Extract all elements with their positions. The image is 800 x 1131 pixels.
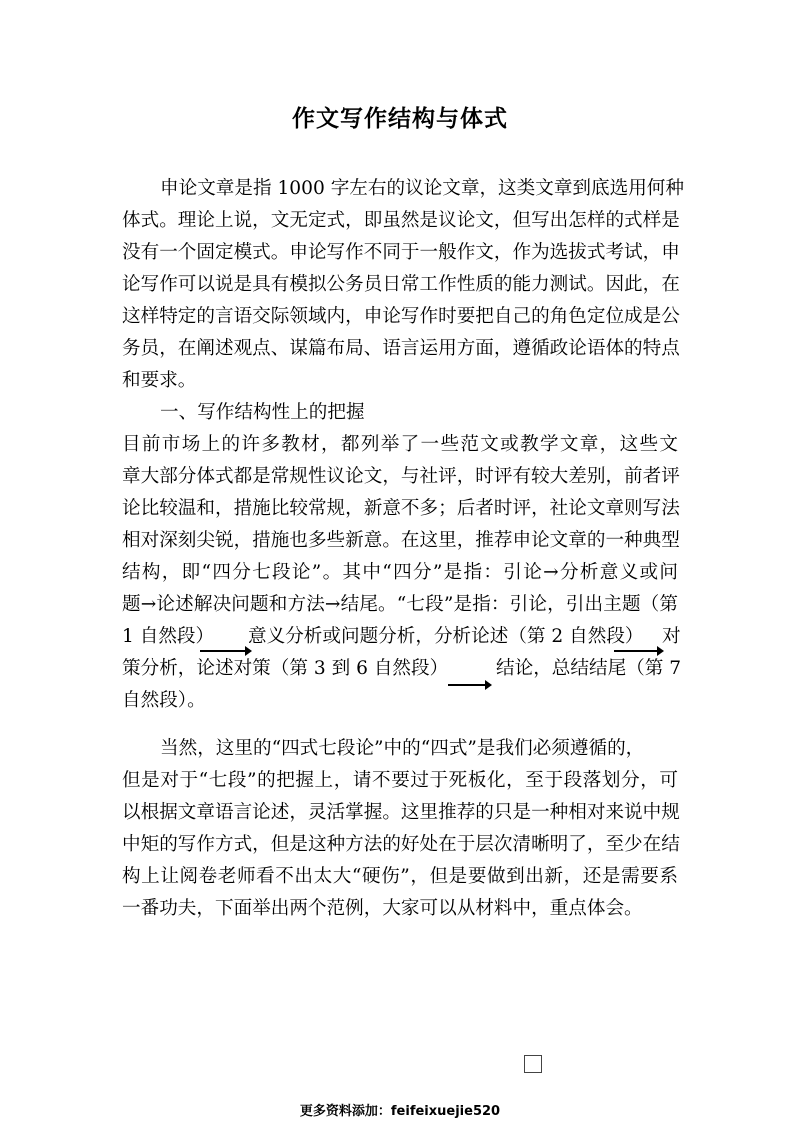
- paragraph-line: 一番功夫，下面举出两个范例，大家可以从材料中，重点体会。: [122, 898, 643, 919]
- paragraph-line: 中矩的写作方式，但是这种方法的好处在于层次清晰明了，至少在结: [122, 834, 680, 855]
- paragraph-line: 和要求。: [122, 370, 197, 391]
- checkbox[interactable]: [524, 1055, 542, 1073]
- arrow-icon: [614, 650, 658, 652]
- paragraph-line: 目前市场上的许多教材，都列举了一些范文或教学文章，这些文: [122, 434, 678, 455]
- arrow-icon: [200, 650, 246, 652]
- paragraph-line: 当然，这里的“四式七段论”中的“四式”是我们必须遵循的，: [160, 738, 645, 759]
- arrow-icon: [448, 684, 486, 686]
- footer-note: 更多资料添加：feifeixuejie520: [299, 1104, 501, 1119]
- paragraph-line: 相对深刻尖锐，措施也多些新意。在这里，推荐申论文章的一种典型: [122, 530, 680, 551]
- paragraph-line: 申论文章是指 1000 字左右的议论文章，这类文章到底选用何种: [160, 178, 684, 199]
- paragraph-line: 结构，即“四分七段论”。其中“四分”是指：引论→分析意义或问: [122, 562, 678, 583]
- paragraph-line: 章大部分体式都是常规性议论文，与社评，时评有较大差别，前者评: [122, 466, 680, 487]
- paragraph-line: 论比较温和，措施比较常规，新意不多；后者时评，社论文章则写法: [122, 498, 680, 519]
- flow-text: 1 自然段）: [122, 626, 215, 647]
- flow-text: 意义分析或问题分析，分析论述（第 2 自然段）: [248, 626, 644, 647]
- paragraph-line: 构上让阅卷老师看不出太大“硬伤”，但是要做到出新，还是需要系: [122, 866, 678, 887]
- paragraph-line: 这样特定的言语交际领域内，申论写作时要把自己的角色定位成是公: [122, 306, 680, 327]
- paragraph-line: 但是对于“七段”的把握上，请不要过于死板化，至于段落划分，可: [122, 770, 678, 791]
- flow-text: 结论，总结结尾（第 7: [496, 658, 682, 679]
- paragraph-line: 没有一个固定模式。申论写作不同于一般作文，作为选拔式考试，申: [122, 242, 680, 263]
- page-title: 作文写作结构与体式: [292, 106, 508, 132]
- paragraph-line: 务员，在阐述观点、谋篇布局、语言运用方面，遵循政论语体的特点: [122, 338, 680, 359]
- paragraph-line: 题→论述解决问题和方法→结尾。“七段”是指：引论，引出主题（第: [122, 594, 678, 615]
- section-heading: 一、写作结构性上的把握: [160, 402, 365, 423]
- flow-text: 对: [662, 626, 681, 647]
- paragraph-line: 论写作可以说是具有模拟公务员日常工作性质的能力测试。因此，在: [122, 274, 680, 295]
- paragraph-line: 体式。理论上说，文无定式，即虽然是议论文，但写出怎样的式样是: [122, 210, 680, 231]
- paragraph-line: 以根据文章语言论述，灵活掌握。这里推荐的只是一种相对来说中规: [122, 802, 680, 823]
- flow-text: 策分析，论述对策（第 3 到 6 自然段）: [122, 658, 449, 679]
- flow-text: 自然段）。: [122, 690, 206, 711]
